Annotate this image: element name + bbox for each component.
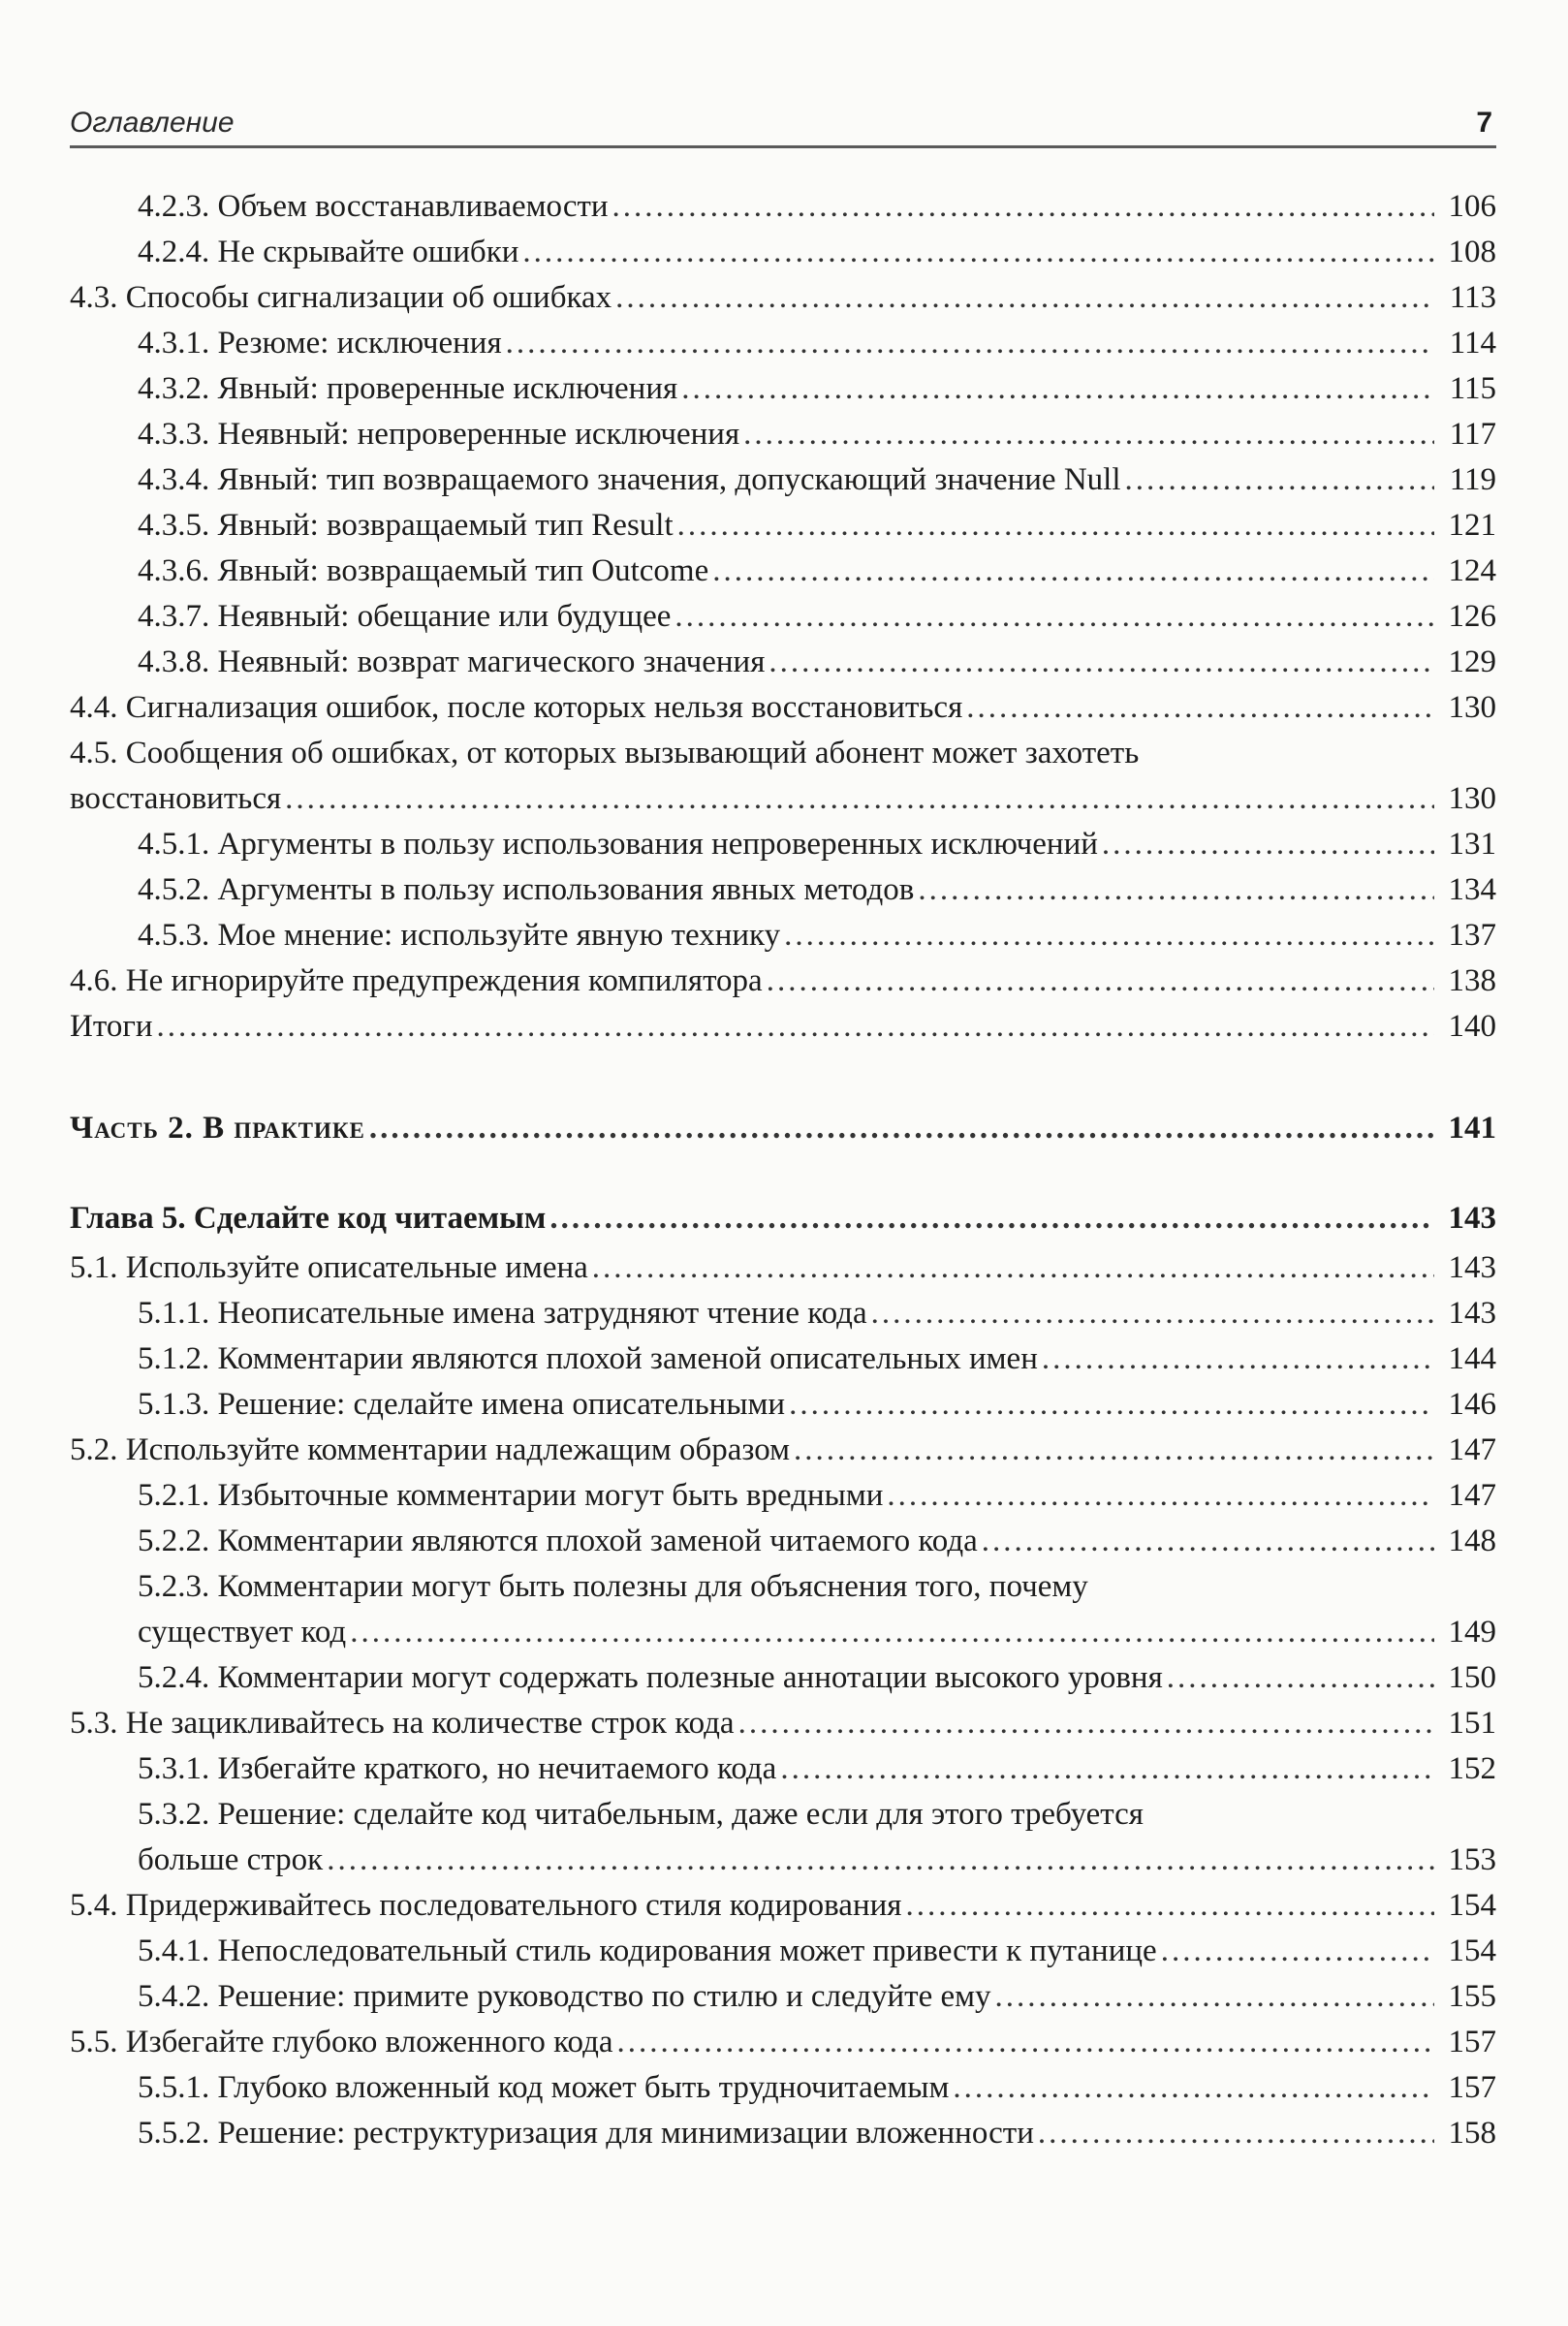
leader-dots <box>780 1746 1434 1792</box>
part-page: 141 <box>1448 1111 1496 1146</box>
leader-dots <box>506 321 1434 366</box>
toc-entry-page: 155 <box>1448 1979 1496 2014</box>
toc-entry-title: 5.2.1. Избыточные комментарии могут быть вредными <box>138 1478 884 1513</box>
toc-entry[interactable] <box>70 640 1496 685</box>
toc-entry-page: 143 <box>1448 1250 1496 1285</box>
toc-entry-page: 115 <box>1449 371 1496 406</box>
toc-entry-page: 126 <box>1448 599 1496 634</box>
toc-entry[interactable] <box>70 1564 1496 1655</box>
toc-entry-title: 4.3. Способы сигнализации об ошибках <box>70 280 612 315</box>
leader-dots <box>712 549 1434 594</box>
leader-dots <box>1042 1336 1434 1382</box>
toc-entry-page: 143 <box>1448 1296 1496 1331</box>
toc-entry-page: 114 <box>1449 326 1496 361</box>
toc-entry-title: 5.3.1. Избегайте краткого, но нечитаемого кода <box>138 1751 777 1786</box>
leader-dots <box>350 1610 1434 1655</box>
toc-section-chapter4 <box>70 184 1496 1050</box>
toc-entry-title: 4.5.1. Аргументы в пользу использования непроверенных исключений <box>138 827 1098 862</box>
toc-entry[interactable] <box>70 412 1496 457</box>
toc-entry[interactable] <box>70 2065 1496 2111</box>
leader-dots <box>887 1473 1434 1519</box>
toc-entry-page: 106 <box>1448 189 1496 224</box>
leader-dots <box>674 594 1434 640</box>
leader-dots <box>369 1106 1434 1151</box>
toc-entry[interactable] <box>70 1701 1496 1746</box>
leader-dots <box>953 2065 1434 2111</box>
toc-entry[interactable] <box>70 1336 1496 1382</box>
leader-dots <box>1102 822 1434 867</box>
toc-entry-page: 147 <box>1448 1432 1496 1467</box>
toc-entry-page: 147 <box>1448 1478 1496 1513</box>
toc-entry[interactable] <box>70 1929 1496 1974</box>
toc-entry[interactable] <box>70 1245 1496 1291</box>
toc-chapter-entry[interactable] <box>70 1196 1496 1242</box>
leader-dots <box>767 959 1434 1004</box>
leader-dots <box>617 2020 1434 2065</box>
toc-entry-title: 5.4.2. Решение: примите руководство по стилю и следуйте ему <box>138 1979 991 2014</box>
toc-entry-title: 5.5. Избегайте глубоко вложенного кода <box>70 2025 613 2059</box>
table-of-contents <box>70 184 1496 2156</box>
toc-entry-title: 5.5.2. Решение: реструктуризация для минимизации вложенности <box>138 2116 1034 2151</box>
toc-entry[interactable] <box>70 959 1496 1004</box>
leader-dots <box>285 776 1434 822</box>
toc-entry[interactable] <box>70 275 1496 321</box>
toc-entry-title: 4.3.4. Явный: тип возвращаемого значения, допускающий значение Null <box>138 462 1121 497</box>
leader-dots <box>615 275 1434 321</box>
chapter-title: Глава 5. Сделайте код читаемым <box>70 1201 547 1236</box>
toc-entry[interactable] <box>70 457 1496 503</box>
leader-dots <box>549 1196 1434 1242</box>
toc-entry-page: 119 <box>1449 462 1496 497</box>
toc-entry[interactable] <box>70 1974 1496 2020</box>
toc-entry[interactable] <box>70 1382 1496 1428</box>
toc-entry-title: 4.3.3. Неявный: непроверенные исключения <box>138 417 740 452</box>
toc-entry-title: 5.1.3. Решение: сделайте имена описательными <box>138 1387 786 1422</box>
toc-entry[interactable] <box>70 1473 1496 1519</box>
toc-entry-title: 5.4.1. Непоследовательный стиль кодирования может привести к путанице <box>138 1933 1157 1968</box>
toc-entry-page: 154 <box>1448 1933 1496 1968</box>
toc-entry-title: 4.5.3. Мое мнение: используйте явную технику <box>138 918 781 953</box>
toc-entry-title: 5.5.1. Глубоко вложенный код может быть трудночитаемым <box>138 2070 950 2105</box>
toc-entry-page: 121 <box>1448 508 1496 543</box>
leader-dots <box>743 412 1434 457</box>
toc-entry-page: 137 <box>1448 918 1496 953</box>
toc-entry-page: 130 <box>1448 781 1496 816</box>
toc-entry-title: 4.2.4. Не скрывайте ошибки <box>138 235 519 269</box>
toc-entry-page: 146 <box>1448 1387 1496 1422</box>
toc-entry-title: восстановиться <box>70 781 282 816</box>
chapter-page: 143 <box>1448 1201 1496 1236</box>
leader-dots <box>789 1382 1434 1428</box>
leader-dots <box>522 230 1434 275</box>
toc-entry-title: Итоги <box>70 1009 153 1044</box>
toc-entry[interactable] <box>70 867 1496 913</box>
leader-dots <box>738 1701 1434 1746</box>
toc-entry-title: 5.4. Придерживайтесь последовательного стиля кодирования <box>70 1888 902 1923</box>
toc-entry[interactable] <box>70 549 1496 594</box>
toc-entry-page: 129 <box>1448 644 1496 679</box>
toc-entry-page: 140 <box>1448 1009 1496 1044</box>
leader-dots <box>1167 1655 1434 1701</box>
toc-entry-title: 5.1. Используйте описательные имена <box>70 1250 588 1285</box>
toc-entry[interactable] <box>70 2020 1496 2065</box>
toc-entry[interactable] <box>70 594 1496 640</box>
toc-entry-title: 5.2.4. Комментарии могут содержать полезные аннотации высокого уровня <box>138 1660 1163 1695</box>
toc-entry-page: 130 <box>1448 690 1496 725</box>
toc-entry[interactable] <box>70 1792 1496 1883</box>
leader-dots <box>592 1245 1434 1291</box>
leader-dots <box>871 1291 1434 1336</box>
toc-entry-page: 134 <box>1448 872 1496 907</box>
toc-entry-page: 149 <box>1448 1615 1496 1650</box>
page-number: 7 <box>1476 107 1492 139</box>
toc-entry-title: 5.3. Не зацикливайтесь на количестве строк кода <box>70 1706 735 1741</box>
leader-dots <box>677 503 1434 549</box>
toc-entry-title: 5.1.2. Комментарии являются плохой заменой описательных имен <box>138 1341 1038 1376</box>
toc-entry-page: 151 <box>1448 1706 1496 1741</box>
toc-entry-title: 4.3.8. Неявный: возврат магического значения <box>138 644 766 679</box>
toc-entry[interactable] <box>70 1746 1496 1792</box>
toc-entry[interactable] <box>70 731 1496 822</box>
leader-dots <box>1161 1929 1434 1974</box>
toc-entry-page: 152 <box>1448 1751 1496 1786</box>
toc-entry-page: 124 <box>1448 553 1496 588</box>
leader-dots <box>327 1838 1434 1883</box>
toc-entry[interactable] <box>70 366 1496 412</box>
leader-dots <box>1038 2111 1434 2156</box>
header-title: Оглавление <box>70 107 235 139</box>
leader-dots <box>982 1519 1434 1564</box>
leader-dots <box>681 366 1434 412</box>
leader-dots <box>995 1974 1434 2020</box>
toc-entry-page: 144 <box>1448 1341 1496 1376</box>
toc-entry-title: 5.2. Используйте комментарии надлежащим образом <box>70 1432 791 1467</box>
toc-entry-title: 5.1.1. Неописательные имена затрудняют чтение кода <box>138 1296 867 1331</box>
toc-entry[interactable] <box>70 1883 1496 1929</box>
toc-entry[interactable] <box>70 685 1496 731</box>
toc-entry-title: 4.3.6. Явный: возвращаемый тип Outcome <box>138 553 709 588</box>
toc-entry-title: 4.2.3. Объем восстанавливаемости <box>138 189 609 224</box>
part-title: Часть 2. В практике <box>70 1111 365 1146</box>
toc-entry-page: 138 <box>1448 963 1496 998</box>
toc-entry-page: 113 <box>1449 280 1496 315</box>
toc-entry-page: 150 <box>1448 1660 1496 1695</box>
toc-entry[interactable] <box>70 1004 1496 1050</box>
toc-entry[interactable] <box>70 1655 1496 1701</box>
toc-entry-title: 4.5.2. Аргументы в пользу использования явных методов <box>138 872 915 907</box>
toc-entry-page: 131 <box>1448 827 1496 862</box>
toc-entry-page: 117 <box>1449 417 1496 452</box>
toc-entry[interactable] <box>70 1291 1496 1336</box>
toc-entry[interactable] <box>70 503 1496 549</box>
toc-entry-title: 5.2.2. Комментарии являются плохой заменой читаемого кода <box>138 1524 978 1558</box>
leader-dots <box>905 1883 1434 1929</box>
leader-dots <box>966 685 1434 731</box>
toc-entry-page: 153 <box>1448 1842 1496 1877</box>
toc-part-entry[interactable] <box>70 1106 1496 1151</box>
toc-entry-title-line1: 5.3.2. Решение: сделайте код читабельным, даже если для этого требуется <box>138 1797 1144 1832</box>
toc-entry-title: 4.3.5. Явный: возвращаемый тип Result <box>138 508 674 543</box>
toc-entry-page: 154 <box>1448 1888 1496 1923</box>
toc-entry[interactable] <box>70 230 1496 275</box>
leader-dots <box>612 184 1434 230</box>
toc-entry-title: 4.6. Не игнорируйте предупреждения компилятора <box>70 963 763 998</box>
toc-entry-title-line1: 4.5. Сообщения об ошибках, от которых вызывающий абонент может захотеть <box>70 736 1140 770</box>
leader-dots <box>768 640 1434 685</box>
toc-entry[interactable] <box>70 913 1496 959</box>
toc-entry[interactable] <box>70 1519 1496 1564</box>
leader-dots <box>1125 457 1435 503</box>
toc-entry-page: 157 <box>1448 2070 1496 2105</box>
toc-entry-title-line1: 5.2.3. Комментарии могут быть полезны для объяснения того, почему <box>138 1569 1088 1604</box>
toc-entry-page: 158 <box>1448 2116 1496 2151</box>
toc-entry-page: 108 <box>1448 235 1496 269</box>
leader-dots <box>794 1428 1434 1473</box>
toc-entry-title: больше строк <box>138 1842 324 1877</box>
toc-entry[interactable] <box>70 1428 1496 1473</box>
leader-dots <box>784 913 1434 959</box>
toc-entry[interactable] <box>70 184 1496 230</box>
toc-entry-title: 4.3.1. Резюме: исключения <box>138 326 502 361</box>
toc-entry[interactable] <box>70 822 1496 867</box>
toc-entry[interactable] <box>70 321 1496 366</box>
running-header <box>70 101 1496 148</box>
toc-entry-title: 4.4. Сигнализация ошибок, после которых нельзя восстановиться <box>70 690 963 725</box>
toc-entry[interactable] <box>70 2111 1496 2156</box>
leader-dots <box>157 1004 1434 1050</box>
toc-entry-title: существует код <box>138 1615 347 1650</box>
toc-entry-page: 148 <box>1448 1524 1496 1558</box>
toc-entry-title: 4.3.7. Неявный: обещание или будущее <box>138 599 672 634</box>
toc-section-chapter5 <box>70 1245 1496 2156</box>
toc-entry-title: 4.3.2. Явный: проверенные исключения <box>138 371 678 406</box>
leader-dots <box>918 867 1434 913</box>
toc-entry-page: 157 <box>1448 2025 1496 2059</box>
